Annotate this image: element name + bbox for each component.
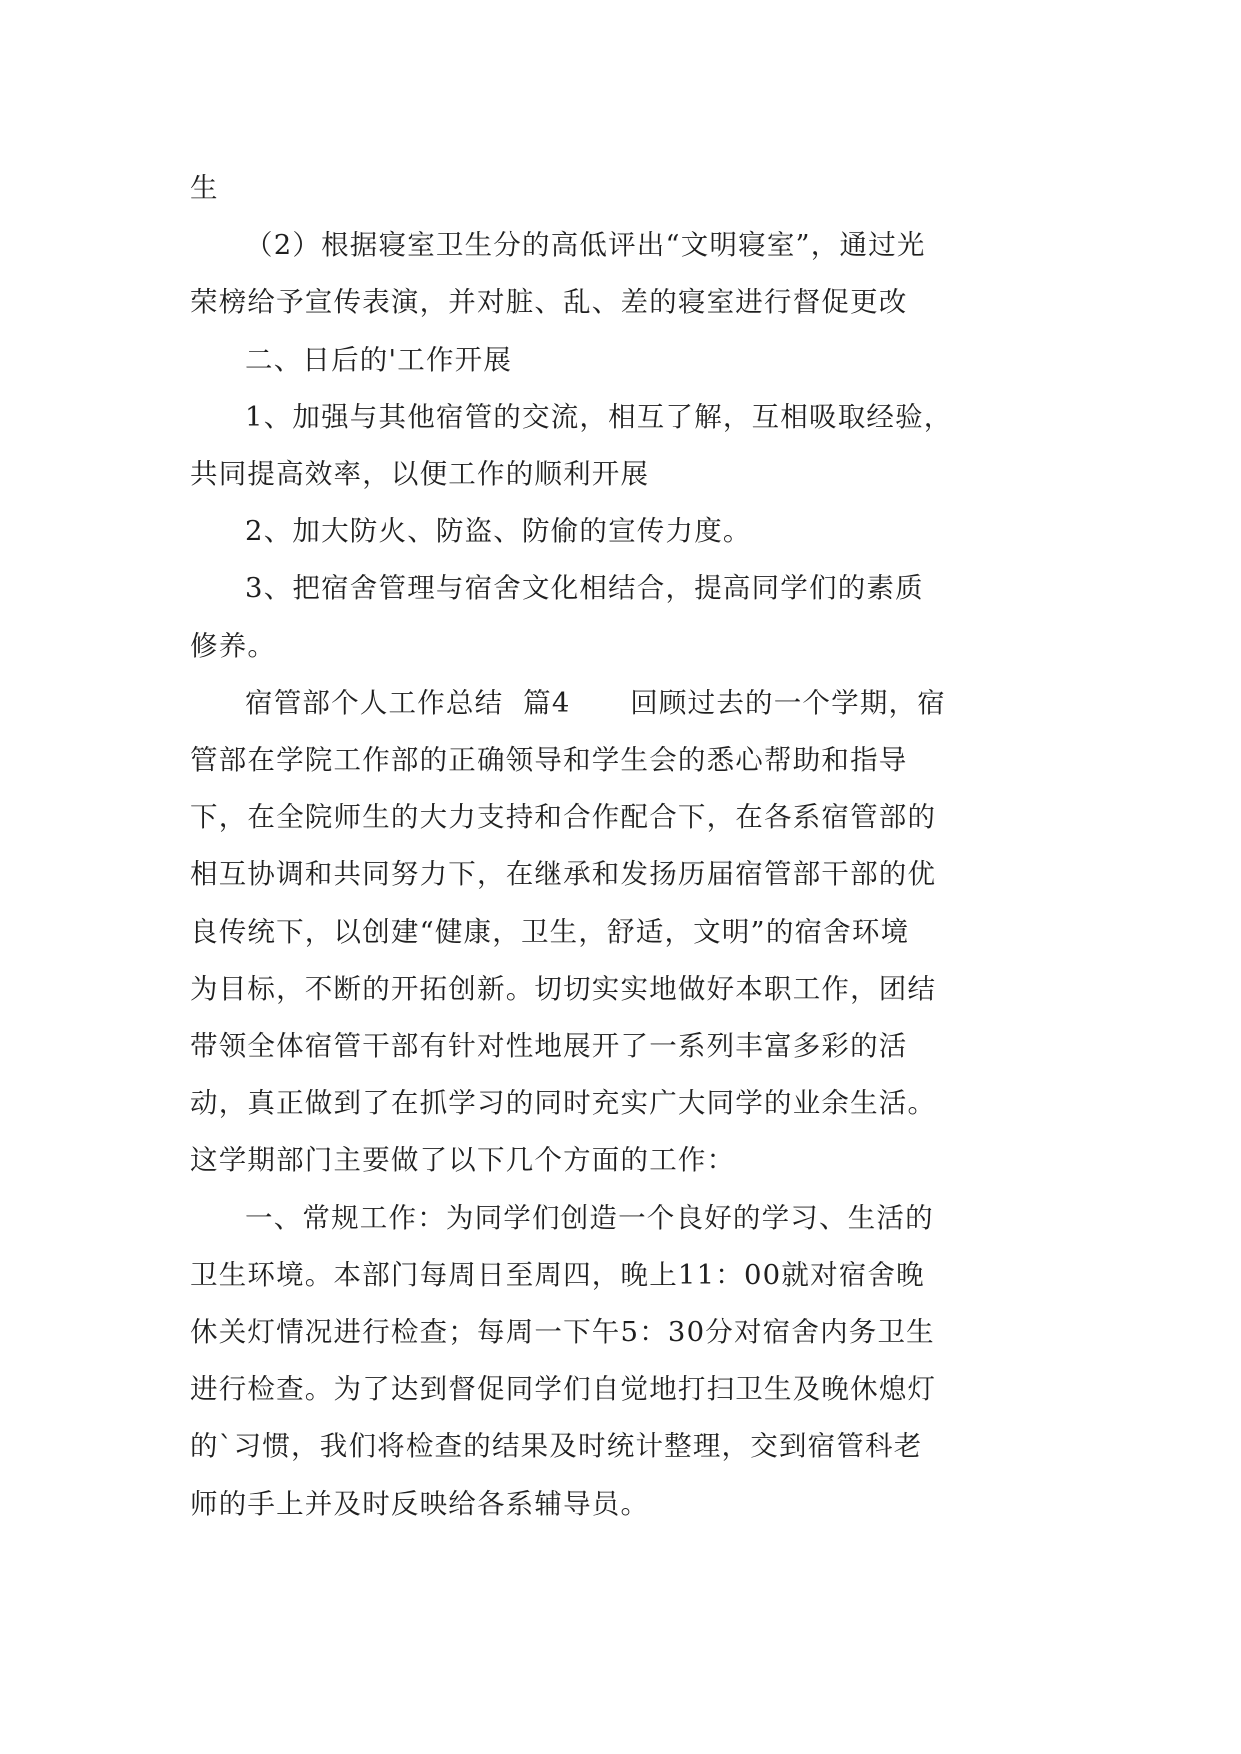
section-heading: 一、常规工作：为同学们创造一个良好的学习、生活的 [245,1201,934,1234]
text-line: 下，在全院师生的大力支持和合作配合下，在各系宿管部的 [190,801,937,834]
text-line: 相互协调和共同努力下，在继承和发扬历届宿管部干部的优 [190,858,937,891]
section-heading: 二、日后的'工作开展 [245,343,513,376]
text-line: 动，真正做到了在抓学习的同时充实广大同学的业余生活。 [190,1087,937,1120]
text-line: 1、加强与其他宿管的交流，相互了解，互相吸取经验， [245,400,953,433]
text-line: 修养。 [190,629,277,662]
text-line: 为目标，不断的开拓创新。切切实实地做好本职工作，团结 [190,972,937,1005]
text-line: 的`习惯，我们将检查的结果及时统计整理，交到宿管科老 [190,1430,923,1463]
text-line: 荣榜给予宣传表演，并对脏、乱、差的寝室进行督促更改 [190,286,908,319]
text-line: 2、加大防火、防盗、防偷的宣传力度。 [245,515,752,548]
text-line: 生 [190,172,219,204]
text-line: 带领全体宿管干部有针对性地展开了一系列丰富多彩的活 [190,1030,908,1063]
text-line: （2）根据寝室卫生分的高低评出“文明寝室”，通过光 [245,229,926,262]
text-line: 卫生环境。本部门每周日至周四，晚上11：00就对宿舍晚 [190,1258,925,1291]
text-line: 良传统下，以创建“健康，卫生，舒适，文明”的宿舍环境 [190,915,910,948]
text-line: 这学期部门主要做了以下几个方面的工作： [190,1144,736,1177]
text-line: 3、把宿舍管理与宿舍文化相结合，提高同学们的素质 [245,572,924,605]
text-line: 管部在学院工作部的正确领导和学生会的悉心帮助和指导 [190,744,908,777]
text-line: 共同提高效率，以便工作的顺利开展 [190,458,650,491]
text-line: 师的手上并及时反映给各系辅导员。 [190,1487,650,1520]
text-line: 休关灯情况进行检查；每周一下午5：30分对宿舍内务卫生 [190,1316,935,1349]
document-body [190,160,1060,1533]
section-title: 宿管部个人工作总结 篇4 回顾过去的一个学期，宿 [245,686,946,719]
text-line: 进行检查。为了达到督促同学们自觉地打扫卫生及晚休熄灯 [190,1373,937,1406]
